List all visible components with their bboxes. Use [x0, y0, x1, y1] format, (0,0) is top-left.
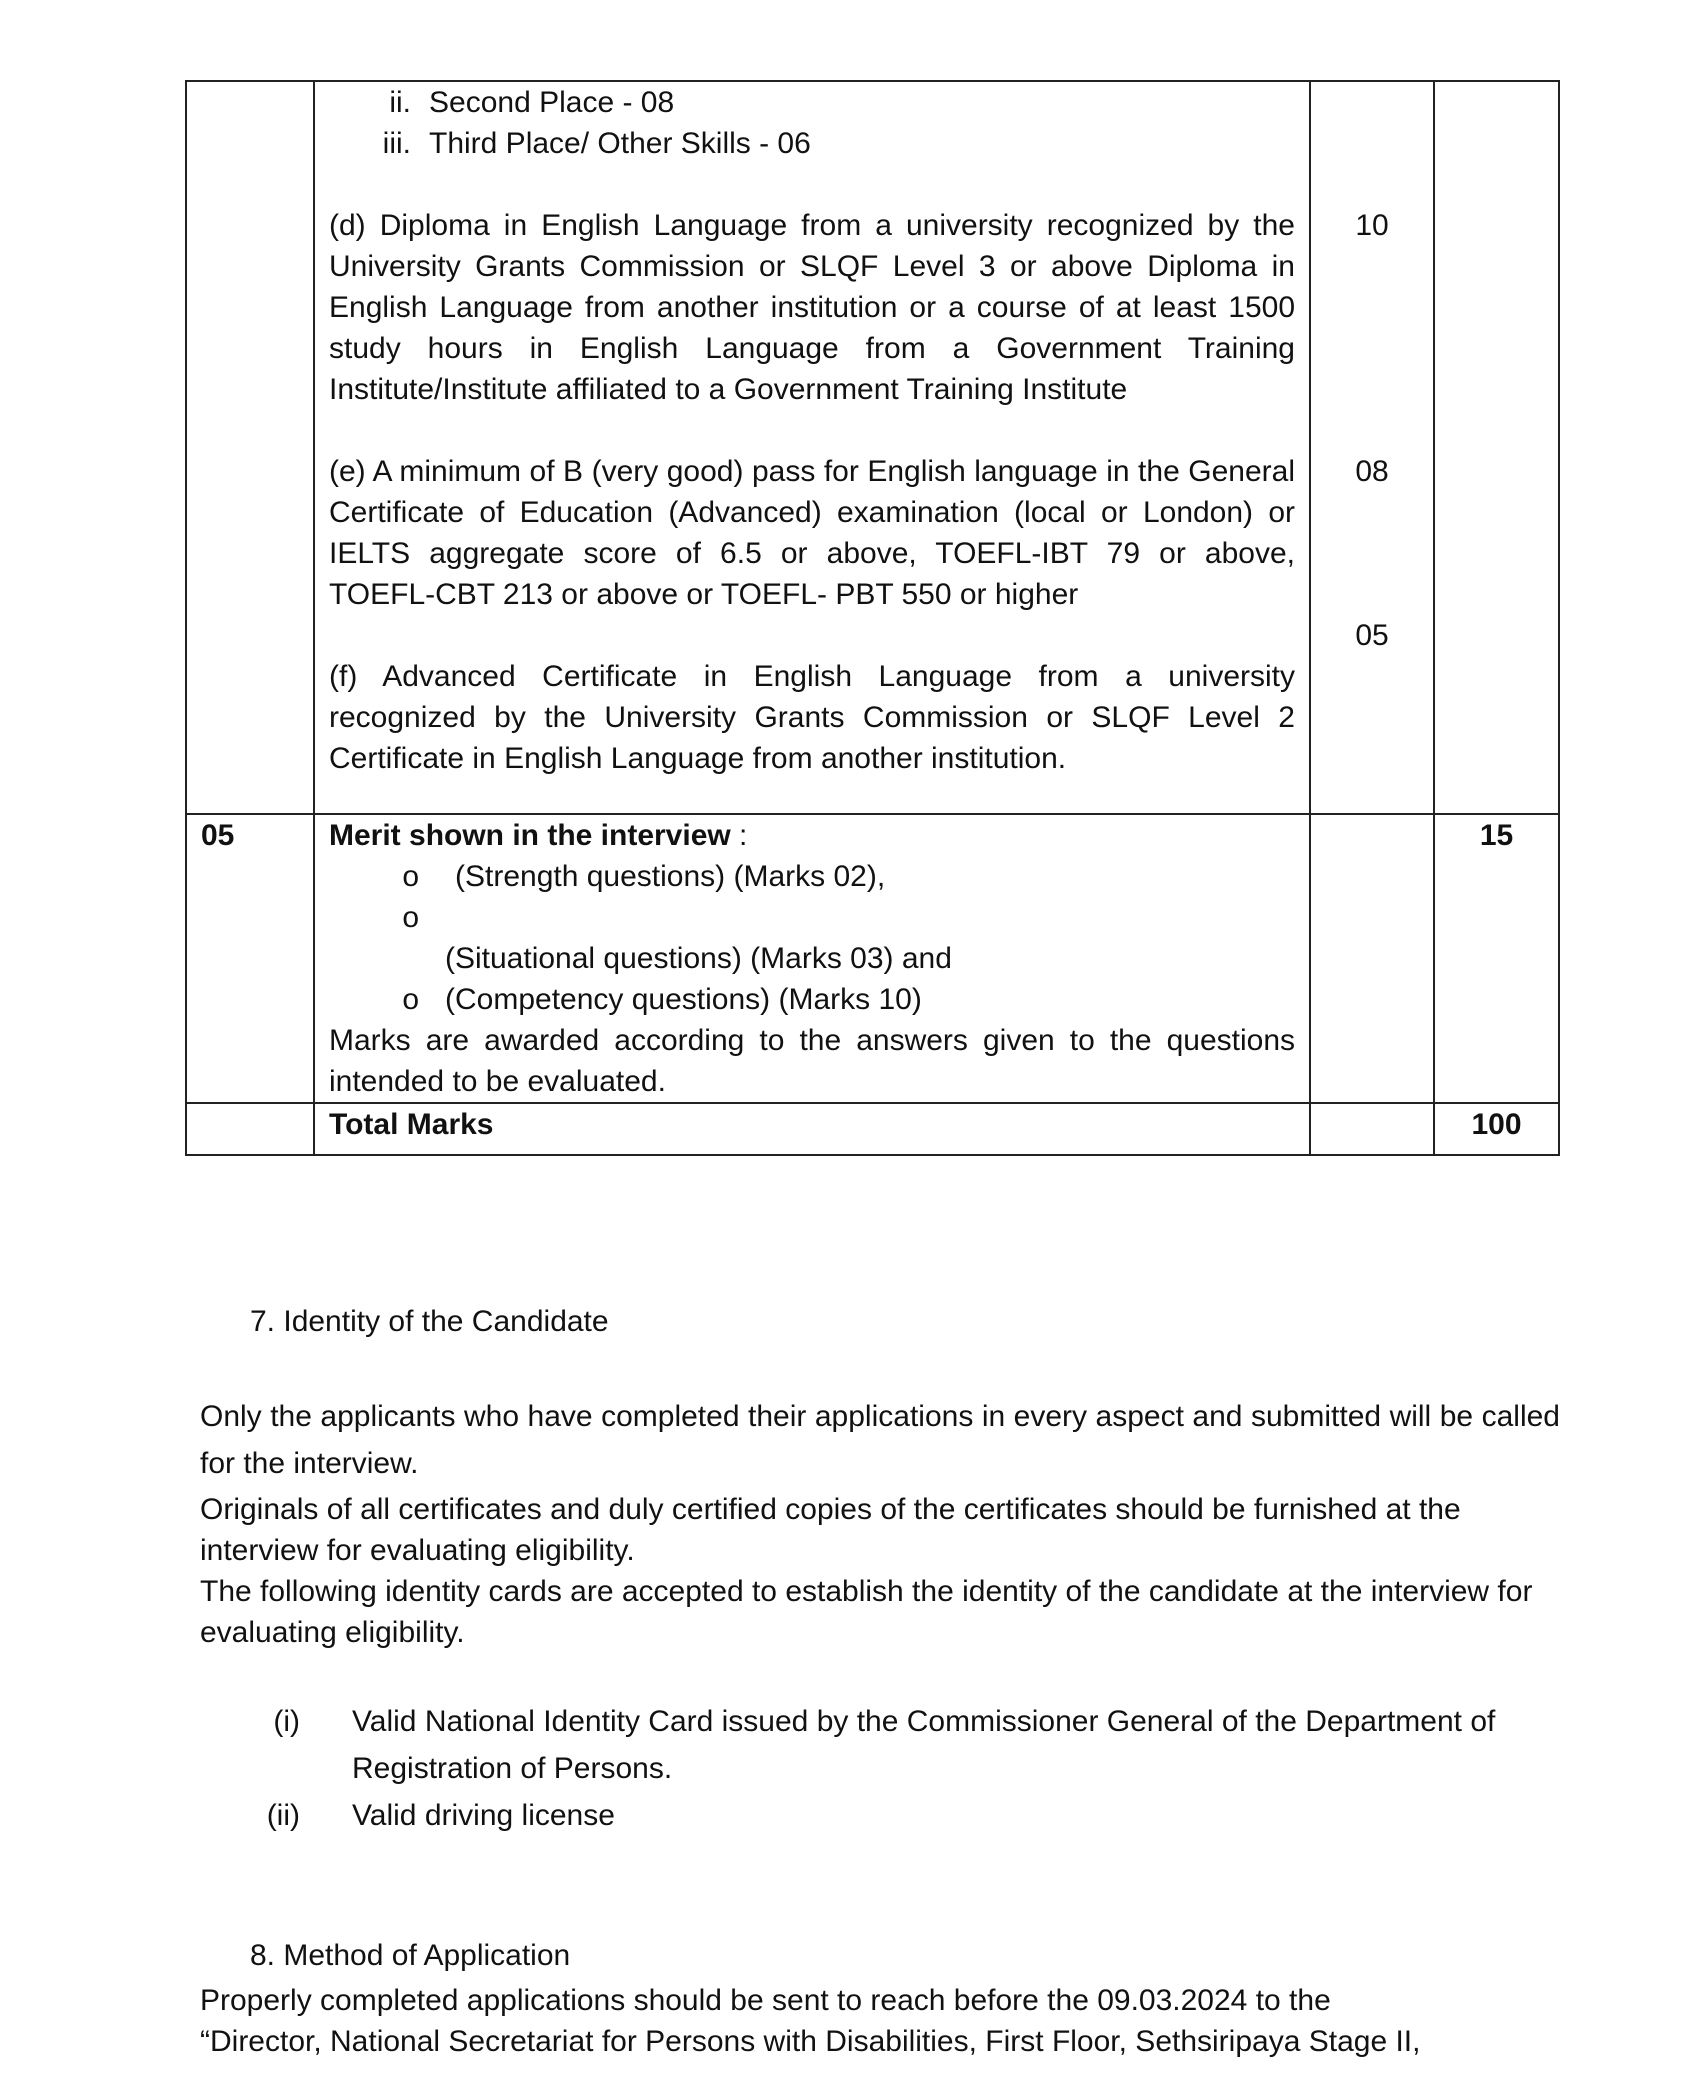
- criteria-cell: [314, 1103, 1310, 1155]
- section-7-heading: 7. Identity of the Candidate: [250, 1305, 609, 1338]
- total-label: Total Marks: [329, 1108, 494, 1141]
- section-7-para-3: The following identity cards are accepted to establish the identity of the candidate at the interview for evaluating eligibility.: [200, 1575, 1533, 1649]
- list-item: iii. Third Place/ Other Skills - 06: [382, 127, 811, 160]
- section-7-para-1: Only the applicants who have completed their applications in every aspect and submitted will be called for the interview.: [200, 1400, 1560, 1480]
- row-number-cell: [186, 1103, 314, 1155]
- table-row-total: [186, 1103, 1559, 1155]
- list-item: (i) Valid National Identity Card issued by the Commissioner General of the Department of Registration of Persons.: [273, 1705, 1496, 1785]
- total-value: 100: [1434, 1103, 1559, 1155]
- total-marks-cell: [1434, 81, 1559, 814]
- list-item: (ii) Valid driving license: [266, 1799, 615, 1832]
- list-item: o: [402, 901, 419, 934]
- criteria-cell: Merit shown in the interview : o (Strength questions) (Marks 02), o (Situational questions) (Marks 03) and o (Competency questions) (Marks 10) Marks are awarded according to the answers given to the questions intended to be evaluated.: [314, 814, 1310, 1103]
- table-row-interview: [186, 814, 1559, 1103]
- section-8-line-1: Properly completed applications should be sent to reach before the 09.03.2024 to the: [200, 1984, 1331, 2017]
- interview-total: 15: [1434, 814, 1559, 1103]
- criteria-cell: [314, 81, 1310, 814]
- item-e-marks: 08: [1355, 455, 1389, 488]
- interview-title: Merit shown in the interview: [329, 819, 731, 852]
- marks-table: [185, 80, 1560, 1156]
- list-item: o (Competency questions) (Marks 10): [402, 983, 922, 1016]
- section-8-heading: 8. Method of Application: [250, 1939, 571, 1972]
- item-e-text: (e) A minimum of B (very good) pass for English language in the General Certificate of Education (Advanced) examination (local or London) or IELTS aggregate score of 6.5 or above, TOEFL-IBT 79 or above, TOEFL-CBT 213 or above or TOEFL- PBT 550 or higher: [329, 455, 1295, 611]
- sub-marks-cell: [1310, 1103, 1434, 1155]
- item-f-text: (f) Advanced Certificate in English Language from a university recognized by the University Grants Commission or SLQF Level 2 Certificate in English Language from another institution.: [329, 660, 1295, 775]
- sub-marks-cell: [1310, 814, 1434, 1103]
- item-d-marks: 10: [1355, 209, 1389, 242]
- table-row-language-continued: [186, 81, 1559, 814]
- section-7-para-2: Originals of all certificates and duly certified copies of the certificates should be furnished at the interview for evaluating eligibility.: [200, 1493, 1461, 1567]
- row-number-cell: [186, 81, 314, 814]
- item-d-text: (d) Diploma in English Language from a university recognized by the University Grants Commission or SLQF Level 3 or above Diploma in English Language from another institution or a course of at least 1500 study hours in English Language from a Government Training Institute/Institute affiliated to a Government Training Institute: [329, 209, 1295, 406]
- identity-card-list: [200, 1698, 1560, 1839]
- interview-note: Marks are awarded according to the answers given to the questions intended to be evaluated.: [329, 1024, 1295, 1098]
- row-number: 05: [186, 814, 314, 1103]
- section-8-line-2: “Director, National Secretariat for Persons with Disabilities, First Floor, Sethsiripaya Stage II,: [200, 2025, 1421, 2058]
- item-f-marks: 05: [1355, 619, 1389, 652]
- sub-marks-cell: [1310, 81, 1434, 814]
- list-item: (Situational questions) (Marks 03) and: [445, 942, 952, 975]
- list-item: o (Strength questions) (Marks 02),: [402, 860, 886, 893]
- list-item: ii. Second Place - 08: [389, 86, 675, 119]
